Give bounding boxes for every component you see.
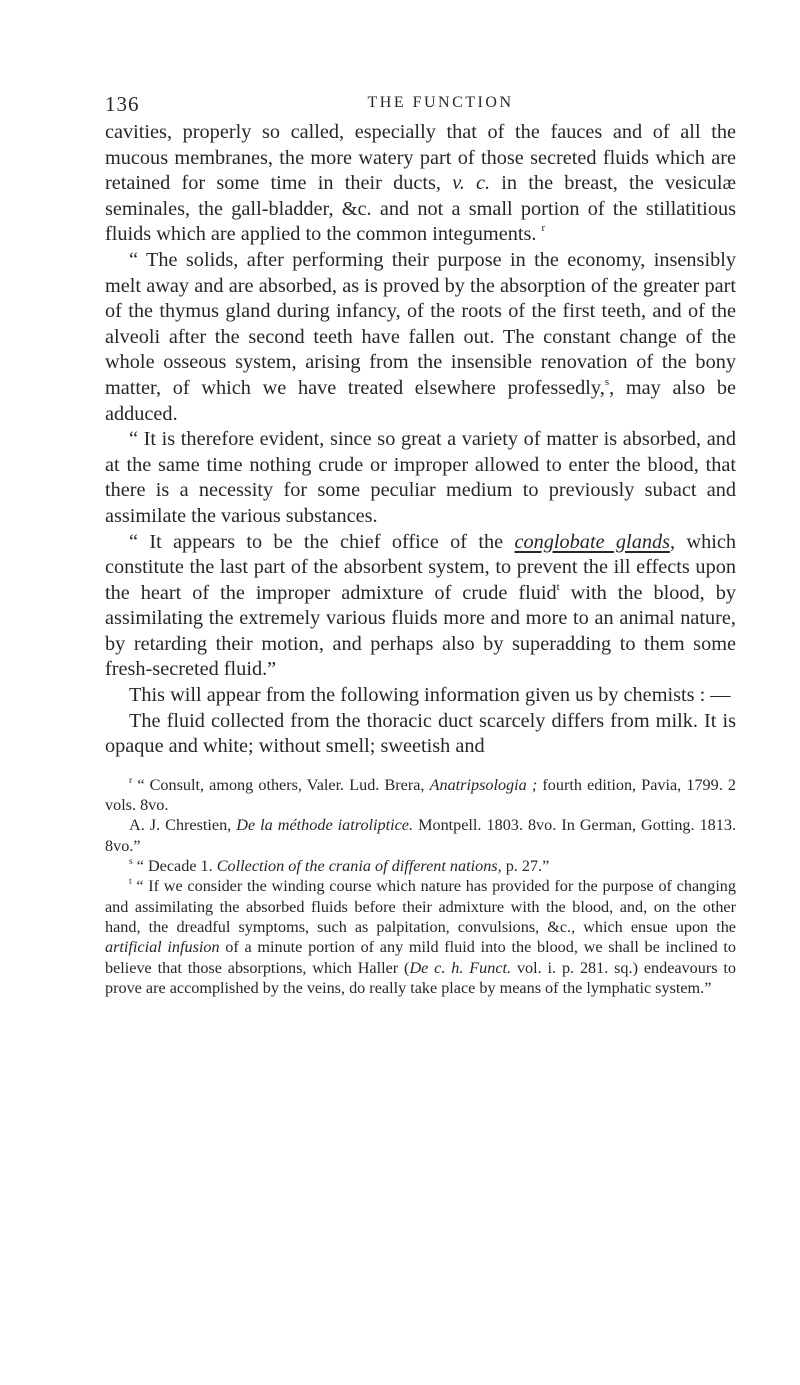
text-run: “ If we consider the winding course which nature has provided for the purpose of changing and assimilating the absorbed fluids before their admixture with the blood, and, on the other hand, the dreadful symptoms, such as palpitation, convulsions, &c., which ensue upon the xyxy=(105,877,736,936)
footnote-r xyxy=(105,775,736,816)
italic-text: artificial infusion xyxy=(105,938,220,957)
footnote-t xyxy=(105,876,736,998)
text-run: The fluid collected from the thoracic duct scarcely differs from milk. It is opaque and white; without smell; sweetish and xyxy=(105,709,736,758)
text-run: “ The solids, after performing their purpose in the economy, insensibly melt away and are absorbed, as is proved by the absorption of the greater part of the thymus gland during infancy, of the roots of the first teeth, and of the alveoli after the second teeth have fallen out. The constant change of the whole osseous system, arising from the insensible renovation of the bony matter, of which we have treated elsewhere professedly, xyxy=(105,248,736,399)
text-run: “ Decade 1. xyxy=(136,857,217,876)
paragraph xyxy=(105,683,736,709)
text-run: Montpell. 1803. 8vo. In German, Gotting. 1813. 8vo.” xyxy=(105,816,737,855)
text-run: , which constitute the last part of the absorbent system, to prevent the ill effects upon the heart of the improper admixture of crude fluid xyxy=(105,530,736,604)
text-run: “ It appears to be the chief office of the xyxy=(129,530,515,553)
running-title: THE FUNCTION xyxy=(367,94,514,111)
paragraph xyxy=(105,120,736,248)
footnote-s xyxy=(105,856,736,876)
footnotes xyxy=(105,775,736,998)
paragraph xyxy=(105,248,736,427)
text-run: , may also be adduced. xyxy=(105,376,737,425)
text-run: with the blood, by assimilating the extremely various fluids more and more to an animal nature, by retarding their motion, and perhaps also by superadding to them some fresh-secreted fluid.” xyxy=(105,581,736,681)
text-run: cavities, properly so called, especially that of the fauces and of all the mucous membranes, the more watery part of those secreted fluids which are retained for some time in their ducts, xyxy=(105,121,736,195)
text-run: “ Consult, among others, Valer. Lud. Brera, xyxy=(137,775,430,794)
footnote-ref: s xyxy=(604,375,610,388)
italic-text: De la méthode iatroliptice. xyxy=(236,816,414,835)
italic-text: v. c. xyxy=(452,172,491,195)
text-run: vol. i. p. 281. sq.) endeavours to prove are accomplished by the veins, do really take place by means of the lymphatic system.” xyxy=(105,958,736,997)
italic-text: Anatripsologia ; xyxy=(429,775,538,794)
footnote-r-continued xyxy=(105,815,736,856)
footnote-mark: r xyxy=(129,775,133,786)
page-number: 136 xyxy=(105,92,140,116)
paragraph xyxy=(105,709,736,760)
footnote-mark: s xyxy=(129,857,133,868)
body-text xyxy=(105,120,736,760)
paragraph xyxy=(105,530,736,684)
text-run: This will appear from the following information given us by chemists : — xyxy=(129,684,731,707)
text-run: of a minute portion of any mild fluid into the blood, we shall be inclined to believe that those absorptions, which Haller ( xyxy=(105,938,737,977)
text-run: “ It is therefore evident, since so great a variety of matter is absorbed, and at the same time nothing crude or improper allowed to enter the blood, that there is a necessity for some peculiar medium to previously subact and assimilate the various substances. xyxy=(105,428,736,527)
italic-text: De c. h. Funct. xyxy=(409,958,512,977)
text-run: p. 27.” xyxy=(501,857,550,876)
footnote-ref: r xyxy=(541,222,546,235)
running-head xyxy=(105,0,736,120)
text-run: fourth edition, Pavia, 1799. 2 vols. 8vo. xyxy=(105,775,736,815)
italic-text: conglobate glands xyxy=(514,530,671,553)
footnote-mark: t xyxy=(129,877,132,888)
paragraph xyxy=(105,427,736,529)
footnote-ref: t xyxy=(556,580,560,593)
text-run: in the breast, the vesiculæ seminales, the gall-bladder, &c. and not a small portion of the stillatitious fluids which are applied to the common integuments. xyxy=(105,172,736,246)
text-run: A. J. Chrestien, xyxy=(129,816,237,835)
italic-text: Collection of the crania of different nations, xyxy=(216,857,502,876)
